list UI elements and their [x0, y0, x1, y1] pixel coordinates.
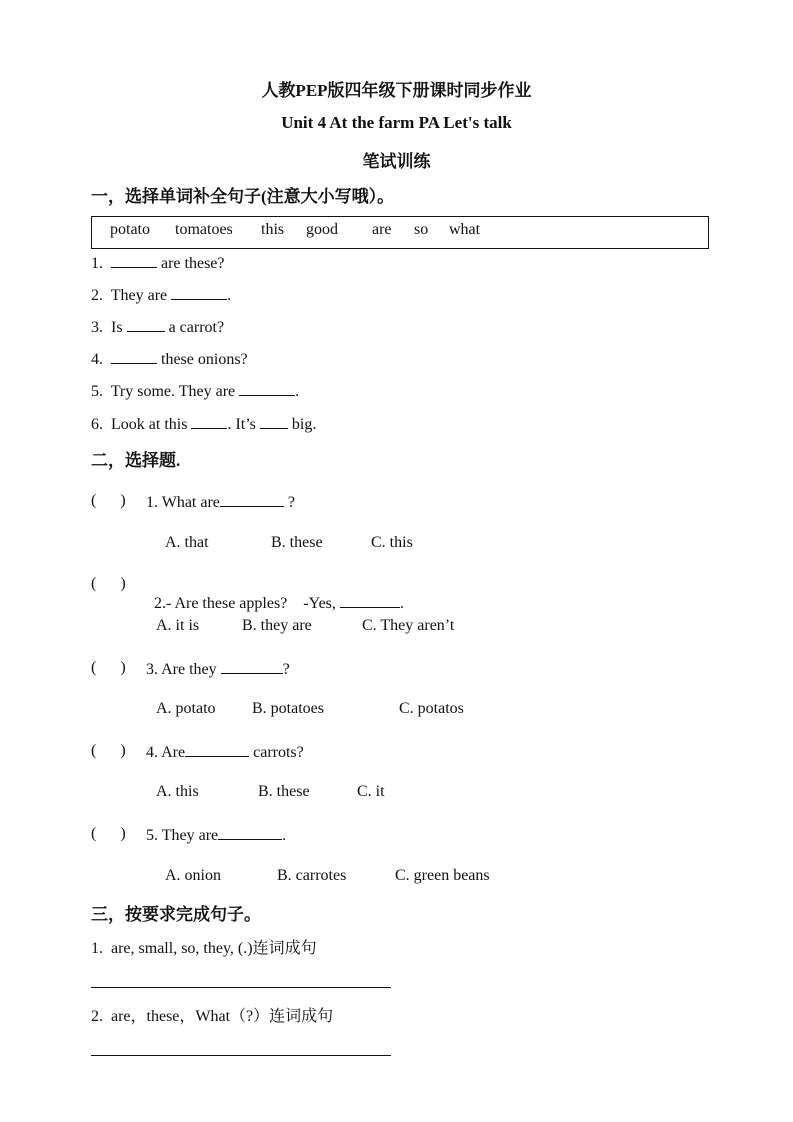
answer-blank[interactable]	[220, 492, 284, 507]
fill-item-3: 3. Is a carrot?	[91, 319, 225, 336]
option-c: C. potatos	[399, 700, 464, 717]
word-bank-item: what	[449, 221, 481, 238]
word-bank-item: good	[306, 221, 338, 238]
answer-blank[interactable]	[260, 414, 288, 429]
option-b: B. potatoes	[252, 700, 324, 717]
question-4: 4. Are carrots?	[146, 744, 304, 761]
option-b: B. carrotes	[277, 867, 347, 884]
word-bank	[91, 216, 709, 249]
answer-blank[interactable]	[127, 317, 165, 332]
answer-blank[interactable]	[221, 659, 283, 674]
option-c: C. They aren’t	[362, 617, 455, 634]
answer-parenthesis[interactable]: ( )	[91, 825, 126, 842]
answer-blank[interactable]	[340, 593, 400, 608]
answer-parenthesis[interactable]: ( )	[91, 575, 126, 592]
option-c: C. this	[371, 534, 413, 551]
word-bank-item: this	[261, 221, 285, 238]
fill-item-2: 2. They are .	[91, 287, 232, 304]
answer-blank[interactable]	[111, 349, 157, 364]
word-bank-item: so	[414, 221, 429, 238]
question-1: 1. What are ?	[146, 494, 295, 511]
option-b: B. they are	[242, 617, 312, 634]
answer-blank[interactable]	[191, 414, 227, 429]
answer-blank[interactable]	[218, 825, 282, 840]
answer-blank[interactable]	[171, 285, 227, 300]
section3-heading: 三，按要求完成句子。	[91, 905, 261, 924]
option-b: B. these	[258, 783, 310, 800]
rewrite-item-1: 1. are, small, so, they, (.)连词成句	[91, 940, 317, 957]
question-5: 5. They are .	[146, 827, 287, 844]
fill-item-1: 1. are these?	[91, 255, 225, 272]
answer-parenthesis[interactable]: ( )	[91, 742, 126, 759]
option-a: A. onion	[165, 867, 221, 884]
answer-line[interactable]	[91, 1055, 391, 1056]
fill-item-4: 4. these onions?	[91, 351, 248, 368]
option-b: B. these	[271, 534, 323, 551]
exercise-type: 笔试训练	[362, 152, 431, 171]
section1-heading: 一，选择单词补全句子(注意大小写哦）。	[91, 187, 395, 206]
option-c: C. it	[357, 783, 385, 800]
rewrite-item-2: 2. are，these，What（?）连词成句	[91, 1008, 334, 1025]
page-title: 人教PEP版四年级下册课时同步作业	[261, 81, 532, 100]
answer-blank[interactable]	[111, 253, 157, 268]
question-3: 3. Are they ?	[146, 661, 290, 678]
option-c: C. green beans	[395, 867, 490, 884]
unit-title: Unit 4 At the farm PA Let's talk	[281, 113, 512, 132]
word-bank-item: are	[372, 221, 392, 238]
option-a: A. it is	[156, 617, 200, 634]
word-bank-item: tomatoes	[175, 221, 233, 238]
option-a: A. this	[156, 783, 199, 800]
option-a: A. potato	[156, 700, 216, 717]
word-bank-item: potato	[110, 221, 150, 238]
answer-blank[interactable]	[239, 381, 295, 396]
answer-line[interactable]	[91, 987, 391, 988]
fill-item-6: 6. Look at this . It’s big.	[91, 416, 317, 433]
fill-item-5: 5. Try some. They are .	[91, 383, 300, 400]
option-a: A. that	[165, 534, 209, 551]
answer-blank[interactable]	[185, 742, 249, 757]
section2-heading: 二，选择题.	[91, 451, 181, 470]
question-2: 2.- Are these apples? -Yes, .	[154, 595, 404, 612]
answer-parenthesis[interactable]: ( )	[91, 492, 126, 509]
answer-parenthesis[interactable]: ( )	[91, 659, 126, 676]
